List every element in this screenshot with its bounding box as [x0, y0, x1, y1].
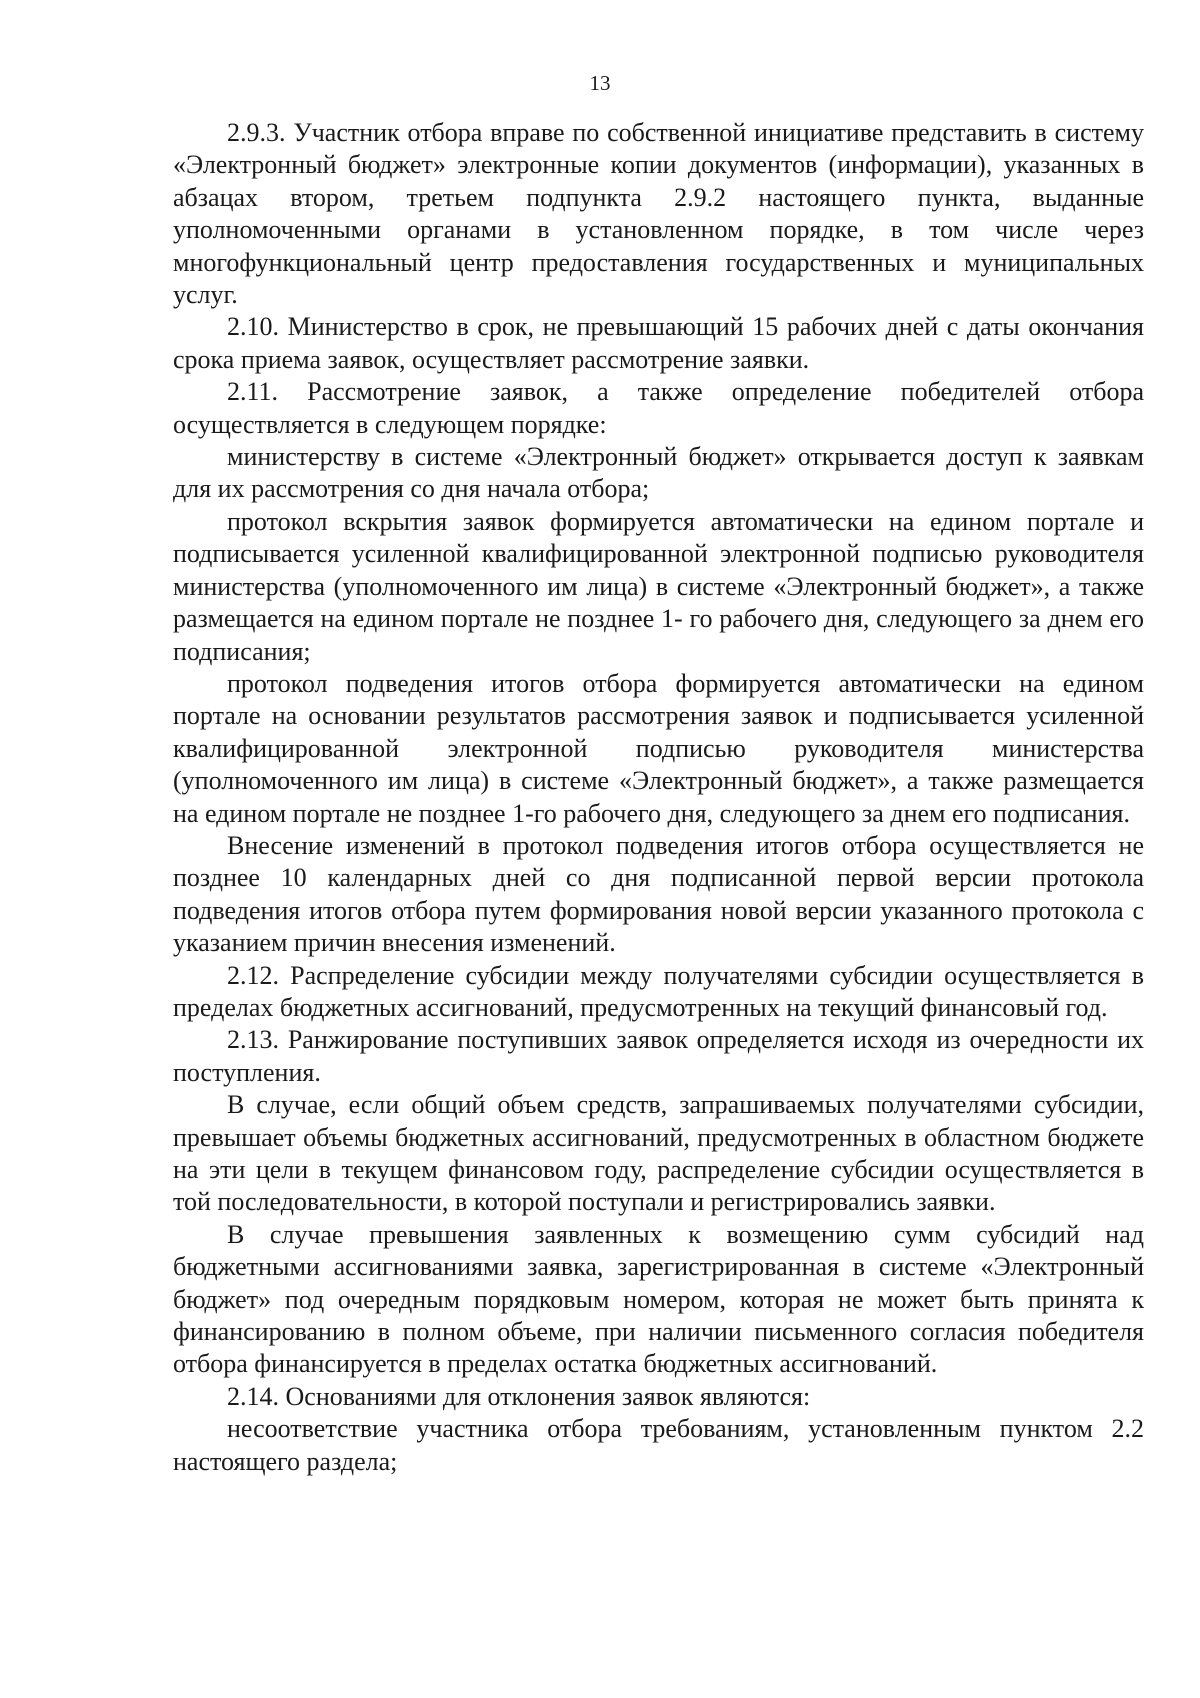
paragraph-exceeding-volume: В случае, если общий объем средств, запрашиваемых получателями субсидии, превышает объемы бюджетных ассигнований, предусмотренных в областном бюджете на эти цели в текущем финансовом году, распределение субсидии осуществляется в той последовательности, в которой поступали и регистрировались заявки. — [173, 1090, 1144, 1217]
paragraph-exceeding-amounts: В случае превышения заявленных к возмещению сумм субсидий над бюджетными ассигнованиями заявка, зарегистрированная в системе «Электронный бюджет» под очередным порядковым номером, которая не может быть принята к финансированию в полном объеме, при наличии письменного согласия победителя отбора финансируется в пределах остатка бюджетных ассигнований. — [173, 1219, 1144, 1379]
paragraph-2-9-3: 2.9.3. Участник отбора вправе по собственной инициативе представить в систему «Электронный бюджет» электронные копии документов (информации), указанных в абзацах втором, третьем подпункта 2.9.2 настоящего пункта, выданные уполномоченными органами в установленном порядке, в том числе через многофункциональный центр предоставления государственных и муниципальных услуг. — [173, 118, 1144, 310]
paragraph-results-protocol: протокол подведения итогов отбора формируется автоматически на едином портале на основании результатов рассмотрения заявок и подписывается усиленной квалифицированной электронной подписью руководителя министерства (уполномоченного им лица) в системе «Электронный бюджет», а также размещается на едином портале не позднее 1-го рабочего дня, следующего за днем его подписания. — [173, 668, 1144, 828]
paragraph-2-11: 2.11. Рассмотрение заявок, а также определение победителей отбора осуществляется в следующем порядке: — [173, 377, 1144, 439]
page-number: 13 — [589, 71, 611, 95]
paragraph-protocol-amendments: Внесение изменений в протокол подведения итогов отбора осуществляется не позднее 10 календарных дней со дня подписанной первой версии протокола подведения итогов отбора путем формирования новой версии указанного протокола с указанием причин внесения изменений. — [173, 830, 1144, 958]
paragraph-2-13: 2.13. Ранжирование поступивших заявок определяется исходя из очередности их поступления. — [173, 1025, 1144, 1087]
paragraph-2-14: 2.14. Основаниями для отклонения заявок являются: — [227, 1381, 811, 1411]
paragraph-access-to-applications: министерству в системе «Электронный бюджет» открывается доступ к заявкам для их рассмотрения со дня начала отбора; — [173, 442, 1144, 504]
paragraph-2-10: 2.10. Министерство в срок, не превышающий 15 рабочих дней с даты окончания срока приема заявок, осуществляет рассмотрение заявки. — [173, 312, 1144, 374]
paragraph-2-12: 2.12. Распределение субсидии между получателями субсидии осуществляется в пределах бюджетных ассигнований, предусмотренных на текущий финансовый год. — [173, 960, 1144, 1022]
paragraph-opening-protocol: протокол вскрытия заявок формируется автоматически на едином портале и подписывается усиленной квалифицированной электронной подписью руководителя министерства (уполномоченного им лица) в системе «Электронный бюджет», а также размещается на едином портале не позднее 1- го рабочего дня, следующего за днем его подписания; — [173, 506, 1144, 666]
document-body — [173, 117, 1144, 1478]
paragraph-noncompliance: несоответствие участника отбора требованиям, установленным пунктом 2.2 настоящего раздела; — [173, 1414, 1144, 1476]
